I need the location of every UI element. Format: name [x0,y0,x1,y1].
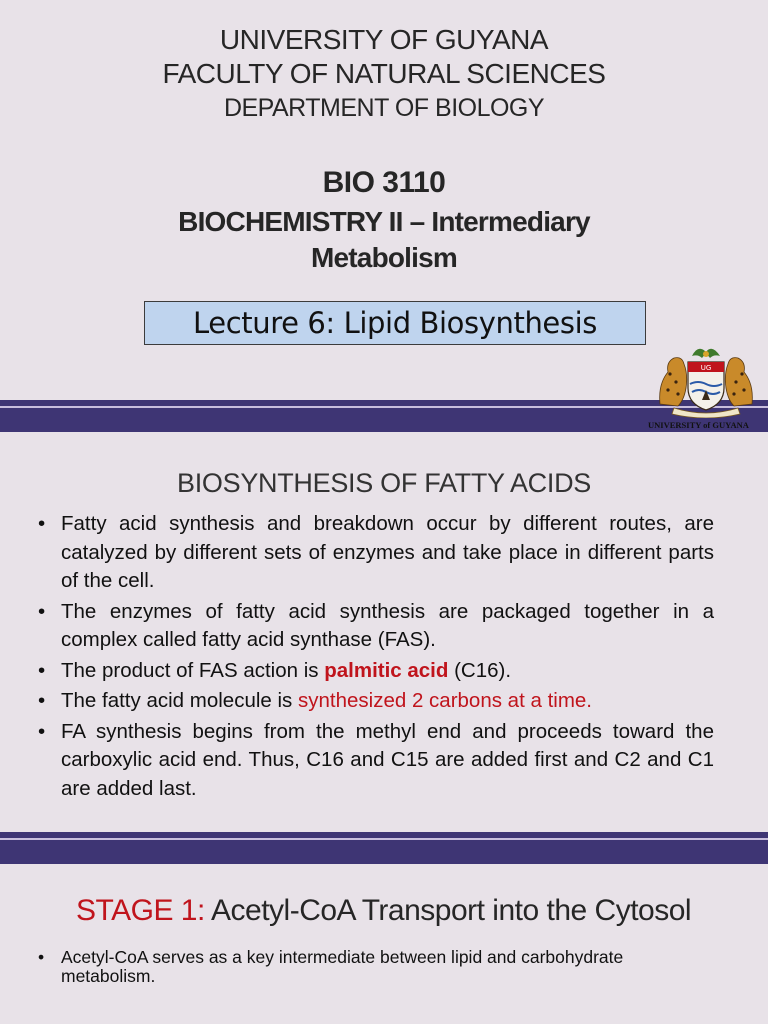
content-slide [0,432,768,832]
slide-title: BIOSYNTHESIS OF FATTY ACIDS [177,468,591,498]
lecture-title: Lecture 6: Lipid Biosynthesis [144,301,646,345]
course-code: BIO 3110 [322,166,446,199]
university-name: UNIVERSITY OF GUYANA [219,24,549,55]
svg-text:UG: UG [700,364,712,372]
bullet-text: (C16). [448,658,512,682]
faculty-name: FACULTY OF NATURAL SCIENCES [162,58,606,89]
bullet-list [38,948,714,986]
course-title-line1: BIOCHEMISTRY II – Intermediary [178,206,590,237]
bullet-item [38,687,714,716]
university-crest-icon [654,344,758,418]
bullet-item [38,718,714,804]
bullet-text: The fatty acid molecule is [61,689,298,712]
bullet-item [38,948,714,986]
bullet-text: Acetyl-CoA serves as a key intermediate between lipid and carbohydrate metabolism. [61,947,624,986]
highlight-text: palmitic acid [324,658,449,682]
crest-caption: UNIVERSITY of GUYANA [648,420,749,430]
bullet-text: Fatty acid synthesis and breakdown occur by different routes, are catalyzed by different sets of enzymes and take place in different parts of the cell. [61,512,714,592]
stage-slide [0,864,768,1024]
slide-title [76,894,691,928]
slide-divider [0,832,768,864]
course-title-line2: Metabolism [310,242,458,273]
bullet-item [38,510,714,596]
bullet-text: FA synthesis begins from the methyl end and proceeds toward the carboxylic acid end. Thus, C16 and C15 are added first and C2 and C1 are added last. [61,719,714,800]
bullet-item [38,598,714,655]
bullet-text: The enzymes of fatty acid synthesis are packaged together in a complex called fatty acid synthase (FAS). [61,599,714,651]
stage-title: Acetyl-CoA Transport into the Cytosol [204,894,692,927]
highlight-text: synthesized 2 carbons at a time. [298,689,592,712]
title-slide [0,0,768,400]
bullet-list [38,510,714,805]
bullet-item [38,657,714,686]
bullet-text: The product of FAS action is [61,658,325,682]
department-name: DEPARTMENT OF BIOLOGY [223,94,545,122]
stage-label: STAGE 1: [76,894,205,927]
